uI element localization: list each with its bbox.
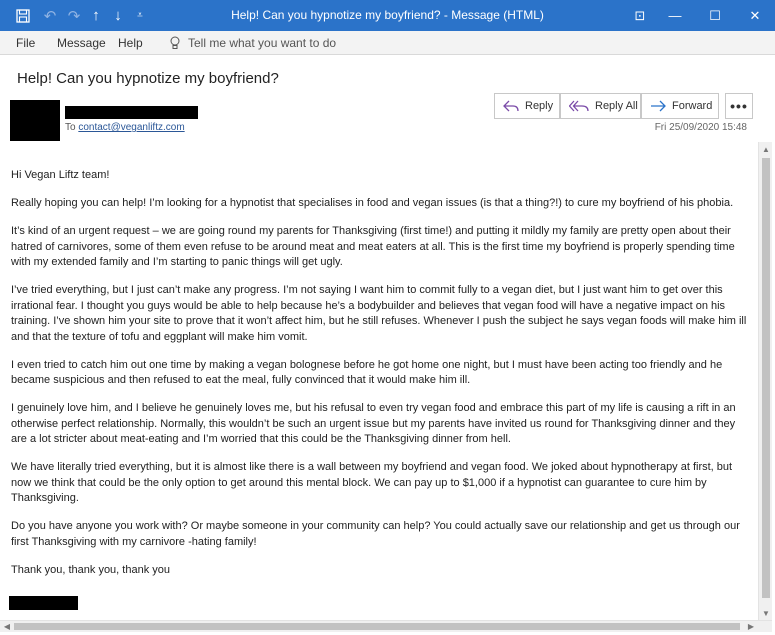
undo-icon[interactable]: ↶ xyxy=(43,7,57,25)
body-paragraph: Thank you, thank you, thank you xyxy=(11,563,170,576)
redo-icon[interactable]: ↷ xyxy=(67,7,81,25)
down-arrow-icon[interactable]: ↓ xyxy=(114,7,122,24)
signature-redacted xyxy=(9,596,78,610)
body-paragraph: We have literally tried everything, but it is almost like there is a wall between my boyfriend and vegan food. We joked about hypnotherapy at first, but now we think that could be the only option to get around this mental block. We can pay up to $1,000 if a hypnotist can guarantee to cure him by Thanksgiving. xyxy=(11,461,733,504)
menu-help[interactable]: Help xyxy=(118,36,143,50)
body-paragraph: It’s kind of an urgent request – we are going round my parents for Thanksgiving (first time!) and putting it mildly my family are pretty open about their hatred of carnivores, some of them even refuse to be around meat and meat eaters at all. This is the first time my boyfriend is properly spending time with my extended family and I’m starting to panic things will get ugly. xyxy=(11,225,735,268)
email-date: Fri 25/09/2020 15:48 xyxy=(654,122,747,133)
close-icon[interactable]: ✕ xyxy=(749,7,761,23)
email-subject: Help! Can you hypnotize my boyfriend? xyxy=(17,70,279,87)
sender-name-redacted xyxy=(65,106,198,119)
forward-icon xyxy=(650,100,666,112)
tell-me-text: Tell me what you want to do xyxy=(188,36,337,50)
body-paragraph: Really hoping you can help! I’m looking for a hypnotist that specialises in food and vegan issues (is that a thing?!) to cure my boyfriend of his phobia. xyxy=(11,197,734,209)
save-icon[interactable] xyxy=(8,0,38,31)
customize-icon[interactable]: ⩡ xyxy=(137,10,143,21)
horizontal-scroll-thumb[interactable] xyxy=(14,623,740,630)
recipient-line xyxy=(65,122,185,133)
scroll-down-icon[interactable]: ▼ xyxy=(762,608,770,618)
vertical-scrollbar[interactable] xyxy=(758,142,772,620)
title-bar xyxy=(0,0,775,31)
horizontal-scrollbar[interactable] xyxy=(0,620,772,632)
forward-button[interactable] xyxy=(641,93,719,119)
body-paragraph: I even tried to catch him out one time by making a vegan bolognese before he got home one night, but I must have been acting too friendly and he became suspicious and then refused to eat the meal, fully convinced that it would make him ill. xyxy=(11,358,723,386)
message-body xyxy=(11,168,753,591)
reply-label: Reply xyxy=(525,100,554,112)
body-paragraph: Do you have anyone you work with? Or maybe someone in your community can help? You could actually save our relationship and get us through our first Thanksgiving with my carnivore -hating family! xyxy=(11,520,740,548)
reply-button[interactable] xyxy=(494,93,560,119)
forward-label: Forward xyxy=(672,100,713,112)
up-arrow-icon[interactable]: ↑ xyxy=(92,7,100,24)
menu-file[interactable]: File xyxy=(16,36,36,50)
reply-all-button[interactable] xyxy=(560,93,641,119)
to-label: To xyxy=(65,122,76,133)
body-paragraph: I’ve tried everything, but I just can’t make any progress. I’m not saying I want him to commit fully to a vegan diet, but I just want him to get over this irrational fear. I thought you guys would be able to help because he’s a bodybuilder and believes that vegan food will have a negative impact on his training. I’ve shown him your site to prove that it won’t affect him, but he still refuses. Whenever I push the subject he says vegan foods will make him ill and that the texture of tofu and eggplant will make him vomit. xyxy=(11,284,747,343)
scroll-up-icon[interactable]: ▲ xyxy=(762,144,770,154)
minimize-icon[interactable]: — xyxy=(668,8,682,23)
reply-all-label: Reply All xyxy=(595,100,638,112)
sender-avatar xyxy=(10,100,60,141)
menu-bar xyxy=(0,31,775,55)
lightbulb-icon xyxy=(170,36,180,50)
body-paragraph: I genuinely love him, and I believe he genuinely loves me, but his refusal to even try vegan food and embrace this part of my life is causing a rift in an otherwise perfect relationship. Normally, this wouldn’t be such an urgent issue but my parents have invited us round for Thanksgiving dinner and they are a lot stricter about meat-eating and I’m worried that this could be the Thanksgiving dinner from hell. xyxy=(11,402,736,445)
tell-me-search[interactable] xyxy=(170,31,336,55)
menu-message[interactable]: Message xyxy=(57,36,106,50)
scroll-left-icon[interactable]: ◀ xyxy=(3,621,11,631)
more-actions-button[interactable]: ••• xyxy=(725,93,753,119)
window-title: Help! Can you hypnotize my boyfriend? - Message (HTML) xyxy=(231,8,544,22)
scroll-right-icon[interactable]: ▶ xyxy=(747,621,755,631)
vertical-scroll-thumb[interactable] xyxy=(762,158,770,598)
recipient-address[interactable]: contact@veganliftz.com xyxy=(78,122,185,133)
ribbon-display-icon[interactable]: ⊡ xyxy=(634,7,646,23)
body-paragraph: Hi Vegan Liftz team! xyxy=(11,169,110,181)
reply-all-icon xyxy=(569,100,589,112)
maximize-icon[interactable]: ☐ xyxy=(709,7,721,23)
reply-icon xyxy=(503,100,519,112)
message-body-area xyxy=(0,142,758,620)
